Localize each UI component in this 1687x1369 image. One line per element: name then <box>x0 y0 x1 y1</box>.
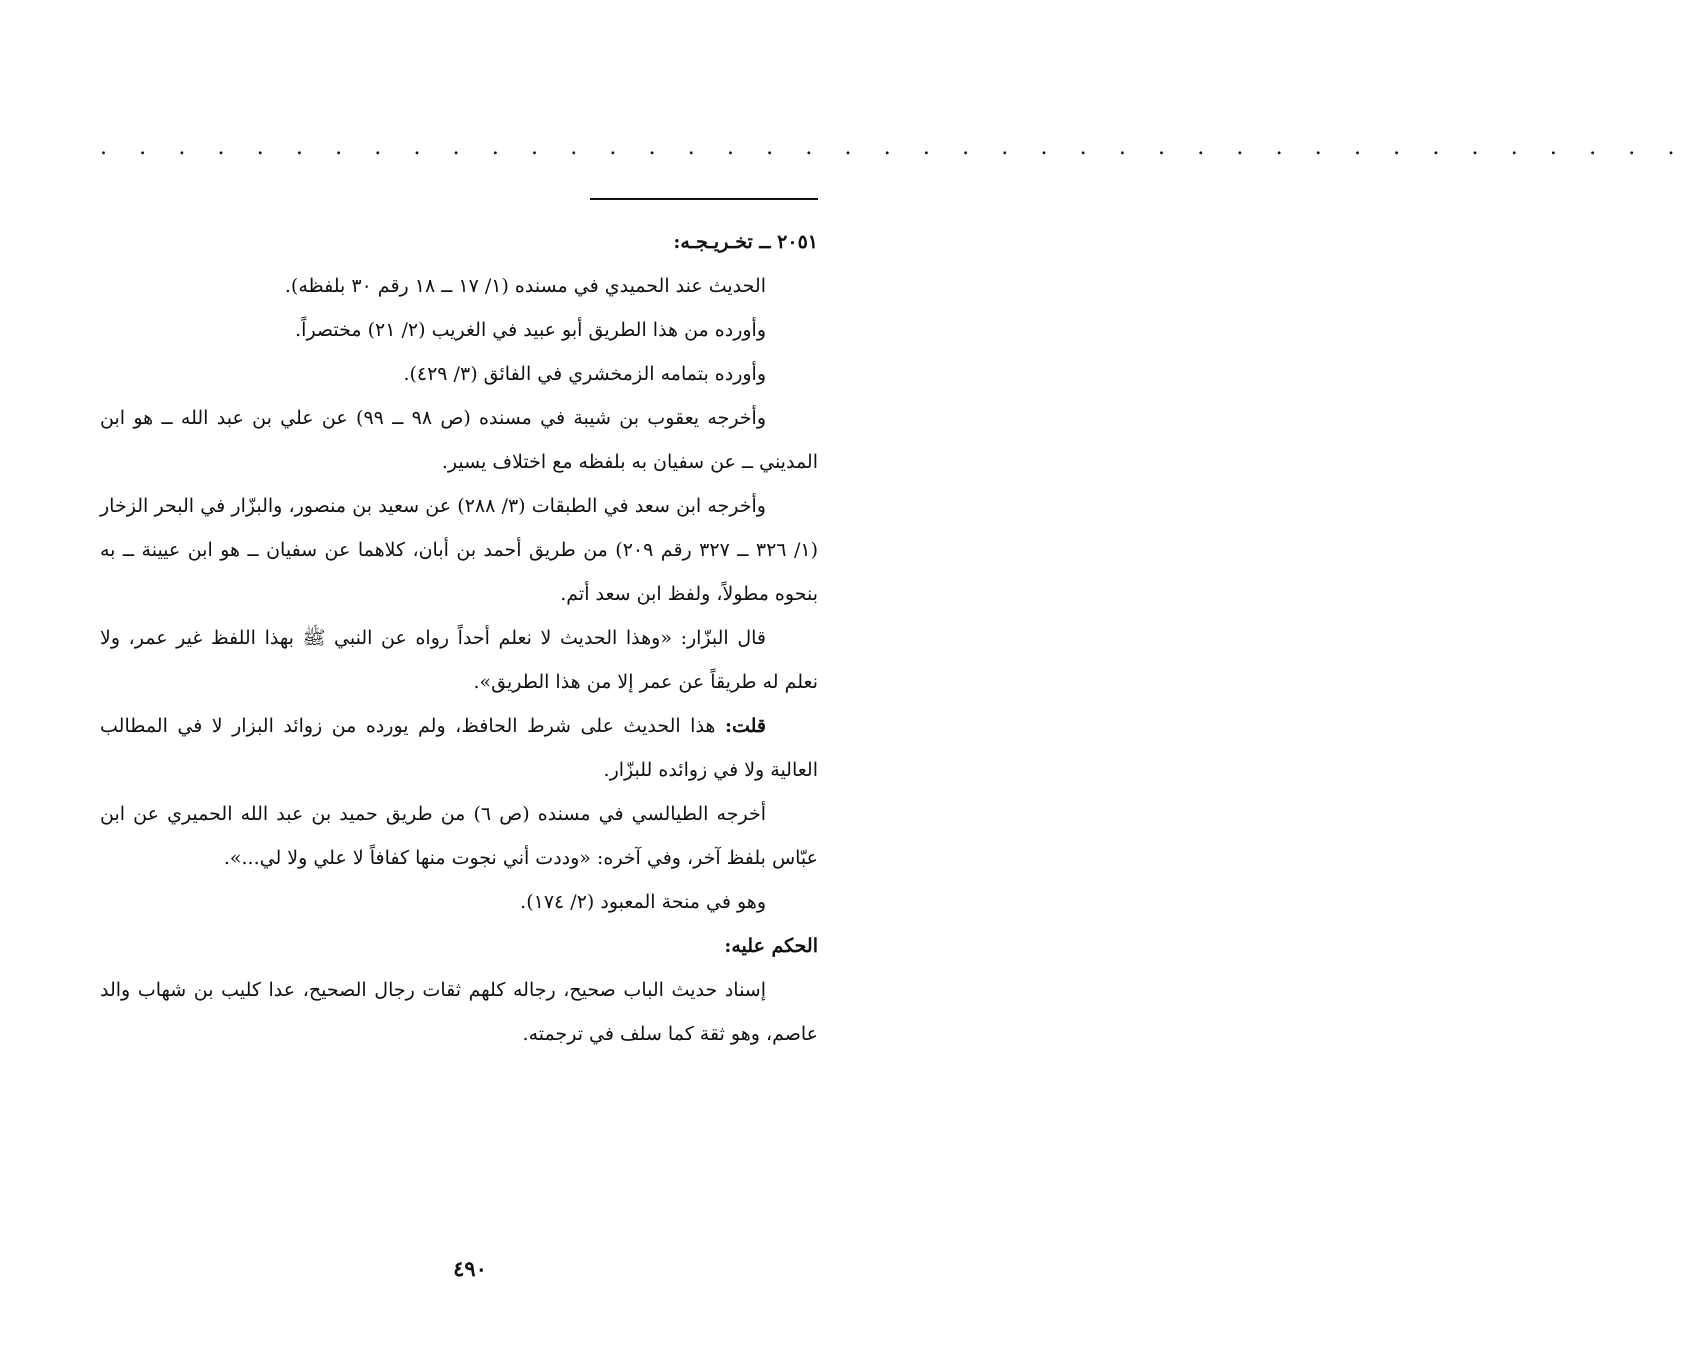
paragraph-5: وأخرجه ابن سعد في الطبقات (٣/ ٢٨٨) عن سعيد بن منصور، والبزّار في البحر الزخار (١/ ٣٢٦ ــ ٣٢٧ رقم ٢٠٩) من طريق أحمد بن أبان، كلاهما عن سفيان ــ هو ابن عيينة ــ به بنحوه مطولاً، ولفظ ابن سعد أتم. <box>100 495 818 605</box>
footnote-rule <box>590 198 818 200</box>
ruling-text: إسناد حديث الباب صحيح، رجاله كلهم ثقات رجال الصحيح، عدا كليب بن شهاب والد عاصم، وهو ثقة كما سلف في ترجمته. <box>100 979 818 1045</box>
footnote-body <box>100 220 818 1056</box>
paragraph-3: وأورده بتمامه الزمخشري في الفائق (٣/ ٤٢٩). <box>403 363 766 385</box>
paragraph-6: قال البزّار: «وهذا الحديث لا نعلم أحداً رواه عن النبي ﷺ بهذا اللفظ غير عمر، ولا نعلم له طريقاً عن عمر إلا من هذا الطريق». <box>100 627 818 693</box>
paragraph-8: أخرجه الطيالسي في مسنده (ص ٦) من طريق حميد بن عبد الله الحميري عن ابن عبّاس بلفظ آخر، وفي آخره: «وددت أني نجوت منها كفافاً لا علي ولا لي...». <box>100 803 818 869</box>
dotted-separator: . . . . . . . . . . . . . . . . . . . . . . . . . . . . . . . . . . . . . . . . . <box>100 135 1687 160</box>
paragraph-9: وهو في منحة المعبود (٢/ ١٧٤). <box>520 891 766 913</box>
paragraph-2: وأورده من هذا الطريق أبو عبيد في الغريب (٢/ ٢١) مختصراً. <box>295 319 766 341</box>
paragraph-4: وأخرجه يعقوب بن شيبة في مسنده (ص ٩٨ ــ ٩٩) عن علي بن عبد الله ــ هو ابن المديني ــ عن سفيان به بلفظه مع اختلاف يسير. <box>100 407 818 473</box>
qult-label: قلت: <box>724 715 766 737</box>
page-number: ٤٩٠ <box>453 1256 487 1281</box>
takhrij-heading: ٢٠٥١ ــ تخـريـجـه: <box>673 231 818 253</box>
paragraph-7 <box>100 704 818 792</box>
ruling-heading: الحكم عليه: <box>724 935 818 957</box>
paragraph-7-text: هذا الحديث على شرط الحافظ، ولم يورده من زوائد البزار لا في المطالب العالية ولا في زوائده للبزّار. <box>100 715 818 781</box>
paragraph-1: الحديث عند الحميدي في مسنده (١/ ١٧ ــ ١٨ رقم ٣٠ بلفظه). <box>284 275 766 297</box>
